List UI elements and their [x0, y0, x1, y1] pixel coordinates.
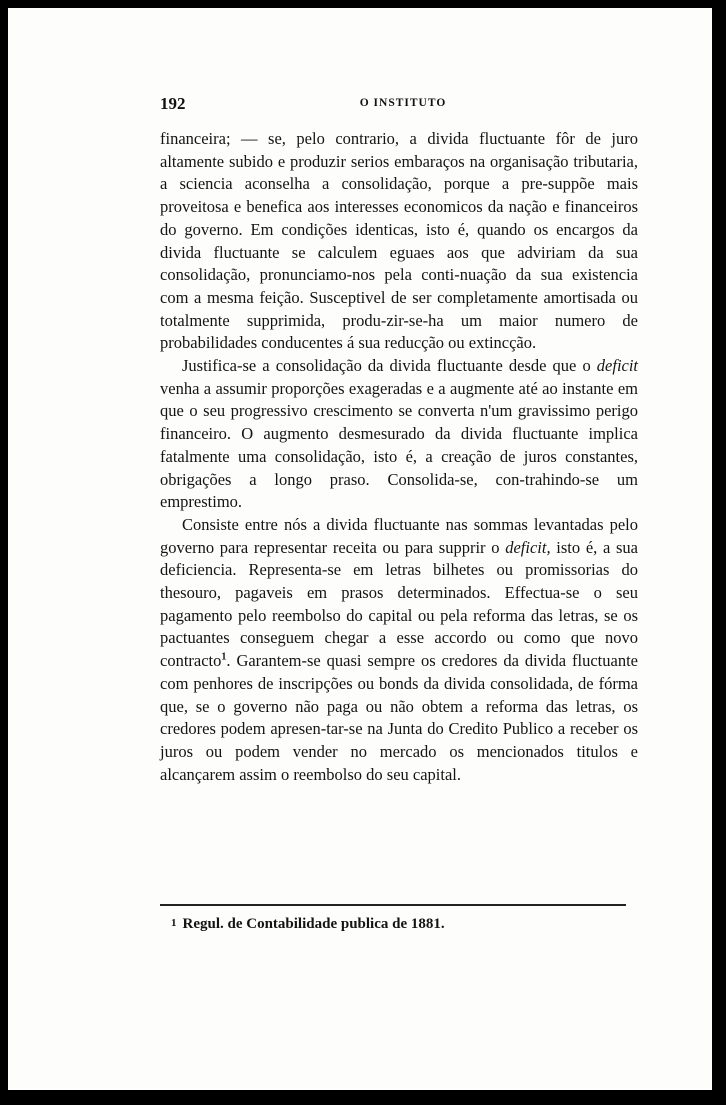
footnote: [171, 916, 631, 933]
footnote-mark: 1: [171, 917, 177, 929]
paragraph-2-text-a: Justifica-se a consolidação da divida fluctuante desde que o: [182, 356, 591, 376]
paragraph-1-text: financeira; — se, pelo contrario, a divida fluctuante fôr de juro altamente subido e produzir serios embaraços na organisação tributaria, a sciencia aconselha a consolidação, porque a pre-suppõe mais proveitosa e benefica aos interesses economicos da nação e financeiros do governo. Em condições identicas, isto é, quando os encargos da divida fluctuante se calculem eguaes aos que adviriam da sua consolidação, pronunciamo-nos pela conti-nuação da sua existencia com a mesma feição. Susceptivel de ser completamente amortisada ou totalmente supprimida, produ-zir-se-ha um maior numero de probabilidades conducentes á sua reducção ou extincção.: [160, 129, 638, 353]
paragraph-1: [160, 128, 638, 355]
book-page: [8, 8, 712, 1090]
italic-term-deficit-2: deficit,: [505, 537, 551, 557]
paragraph-3-text-c: . Garantem-se quasi sempre os credores da divida fluctuante com penhores de inscripções ou bonds da divida consolidada, de fórma que, se o governo não paga ou não obtem a reforma das letras, os credores podem apresen-tar-se na Junta do Credito Publico a receber os juros ou podem vender no mercado os mencionados titulos e alcançarem assim o reembolso do seu capital.: [160, 651, 638, 784]
paragraph-3-text-a: Consiste entre nós a divida fluctuante nas sommas levantadas pelo governo para representar receita ou para supprir o: [160, 514, 638, 557]
paragraph-3: [160, 514, 638, 786]
paragraph-2-text-b: venha a assumir proporções exageradas e a augmente até ao instante em que o seu progressivo crescimento se converta n'um gravissimo perigo financeiro. O augmento desmesurado da divida fluctuante implica fatalmente uma consolidação, isto é, a creação de juros constantes, obrigações a longo praso. Consolida-se, con-trahindo-se um emprestimo.: [160, 378, 638, 512]
body-text: [160, 128, 638, 786]
page-number: 192: [160, 94, 186, 113]
footnote-divider: [160, 904, 626, 906]
footnote-text: Regul. de Contabilidade publica de 1881.: [182, 916, 445, 932]
paragraph-3-text-b: isto é, a sua deficiencia. Representa-se em letras bilhetes ou promissorias do thesouro, pagaveis em prasos determinados. Effectua-se o seu pagamento pelo reembolso do capital ou pela reforma das letras, se os pactuantes conseguem chegar a esse accordo ou como que novo contracto: [160, 537, 638, 671]
running-title: O INSTITUTO: [359, 97, 447, 109]
italic-term-deficit: deficit: [596, 356, 639, 376]
paragraph-2: [160, 355, 638, 514]
page-header: [160, 94, 646, 114]
footnote-reference: 1: [221, 651, 227, 663]
